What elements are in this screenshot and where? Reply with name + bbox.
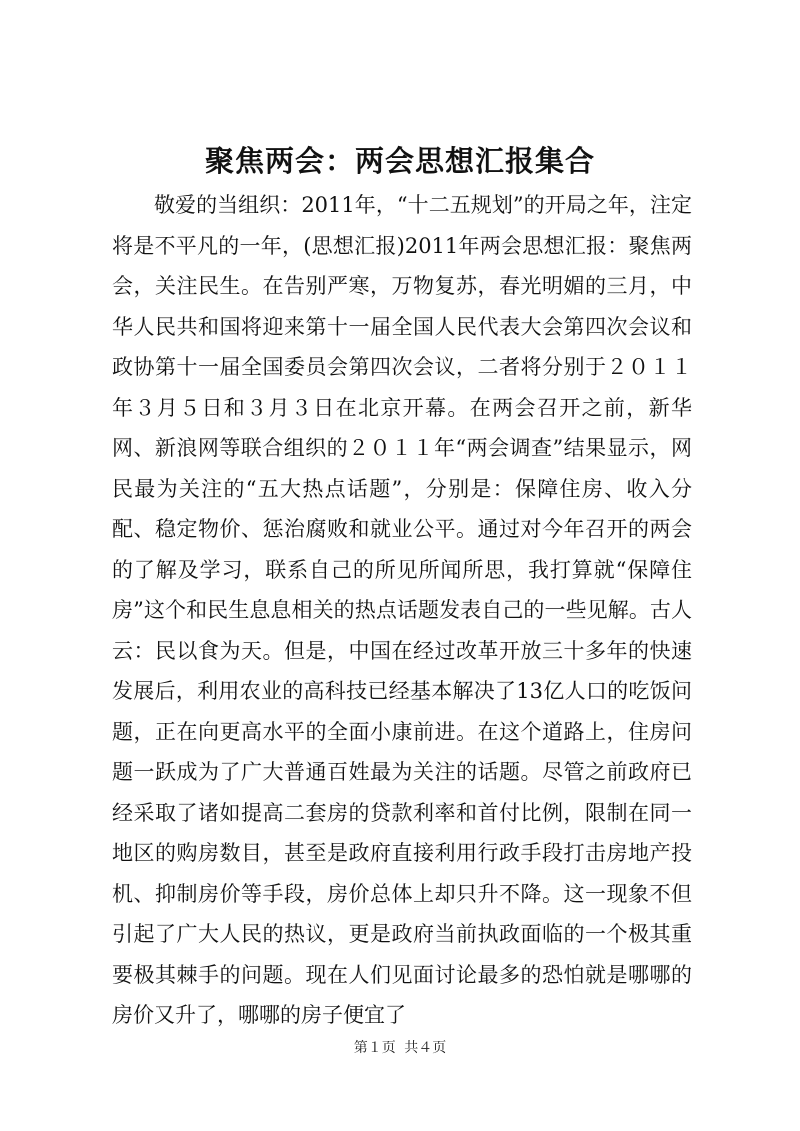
document-title: 聚焦两会：两会思想汇报集合 [204, 144, 595, 178]
document-body-paragraph: 敬爱的当组织：2011年，“十二五规划”的开局之年，注定将是不平凡的一年，(思想汇报)2011年两会思想汇报：聚焦两会，关注民生。在告别严寒，万物复苏，春光明媚的三月，中华人民共和国将迎来第十一届全国人民代表大会第四次会议和政协第十一届全国委员会第四次会议，二者将分别于２０１１年３月５日和３月３日在北京开幕。在两会召开之前，新华网、新浪网等联合组织的２０１１年“两会调查”结果显示，网民最为关注的“五大热点话题”，分别是：保障住房、收入分配、稳定物价、惩治腐败和就业公平。通过对今年召开的两会的了解及学习，联系自己的所见所闻所思，我打算就“保障住房”这个和民生息息相关的热点话题发表自己的一些见解。古人云：民以食为天。但是，中国在经过改革开放三十多年的快速发展后，利用农业的高科技已经基本解决了13亿人口的吃饭问题，正在向更高水平的全面小康前进。在这个道路上，住房问题一跃成为了广大普通百姓最为关注的话题。尽管之前政府已经采取了诸如提高二套房的贷款利率和首付比例，限制在同一地区的购房数目，甚至是政府直接利用行政手段打击房地产投机、抑制房价等手段，房价总体上却只升不降。这一现象不但引起了广大人民的热议，更是政府当前执政面临的一个极其重要极其棘手的问题。现在人们见面讨论最多的恐怕就是哪哪的房价又升了，哪哪的房子便宜了 [112, 193, 692, 1027]
page-number: 第１页 [353, 1040, 396, 1056]
page-footer [0, 1038, 800, 1058]
total-pages: 共４页 [404, 1040, 447, 1056]
